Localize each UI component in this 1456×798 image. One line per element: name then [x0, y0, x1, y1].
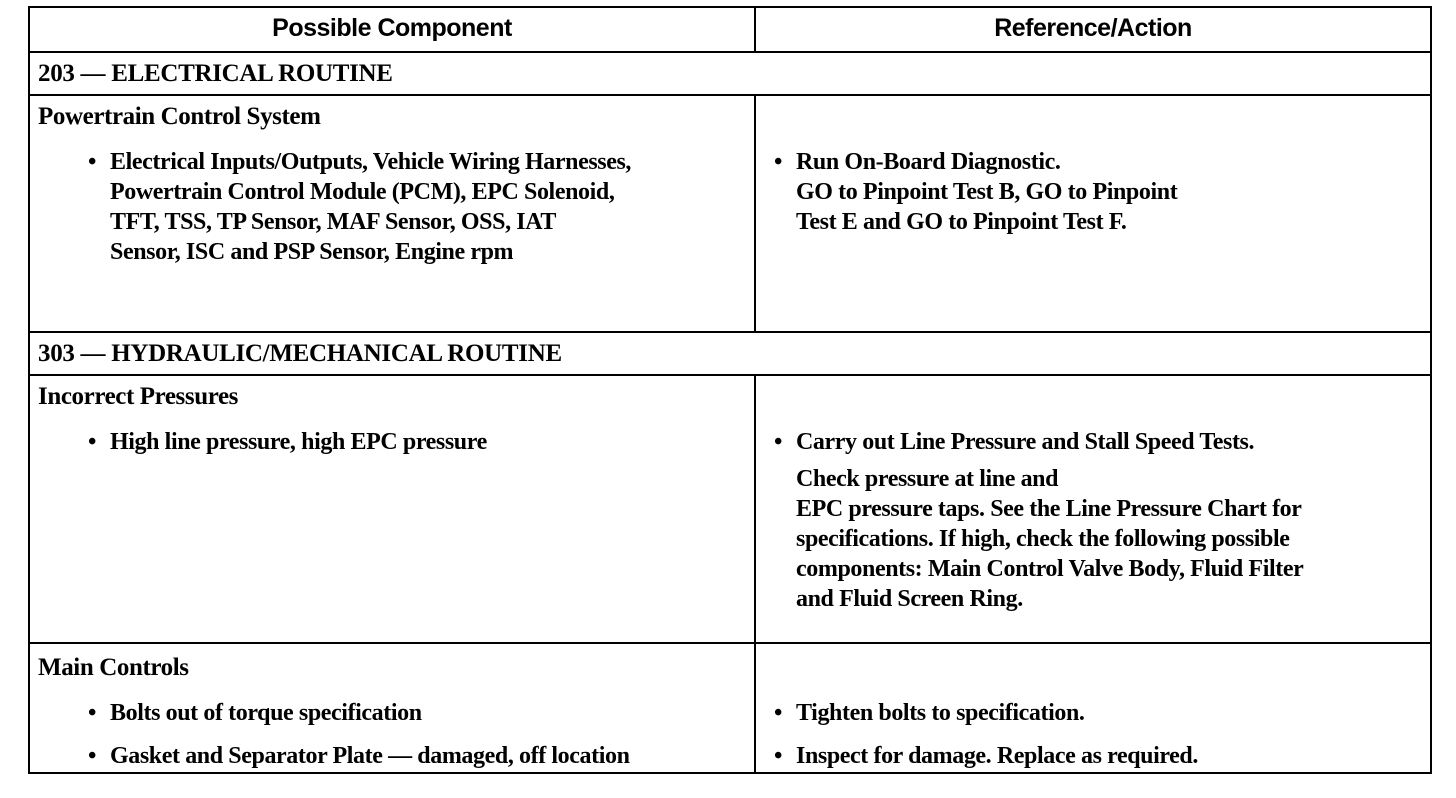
component-line: Bolts out of torque specification — [110, 700, 422, 726]
high-line-pressure-item — [88, 427, 487, 457]
bullet-icon: • — [88, 743, 97, 769]
table-header-row — [30, 8, 1430, 53]
component-line: Gasket and Separator Plate — damaged, off location — [110, 743, 630, 769]
action-line: components: Main Control Valve Body, Fluid Filter — [796, 556, 1304, 582]
diagnostic-table — [28, 6, 1432, 774]
powertrain-control-system-title: Powertrain Control System — [38, 103, 321, 130]
bullet-icon: • — [774, 700, 783, 726]
gasket-separator-item — [88, 741, 630, 771]
header-cell-reference — [756, 8, 1430, 51]
action-line: and Fluid Screen Ring. — [796, 586, 1023, 612]
section-203-title-row — [30, 53, 1430, 96]
section-303-title: 303 — HYDRAULIC/MECHANICAL ROUTINE — [38, 340, 562, 367]
action-line: GO to Pinpoint Test B, GO to Pinpoint — [796, 179, 1178, 205]
bullet-icon: • — [774, 149, 783, 175]
run-obd-item — [774, 147, 1178, 237]
bullet-icon: • — [88, 700, 97, 726]
bullet-icon: • — [88, 149, 97, 175]
bullet-icon: • — [88, 429, 97, 455]
tighten-bolts-item — [774, 698, 1085, 728]
component-line: High line pressure, high EPC pressure — [110, 429, 487, 455]
section-203-action-cell — [756, 96, 1430, 331]
main-controls-row — [30, 644, 1430, 774]
component-line: Powertrain Control Module (PCM), EPC Solenoid, — [110, 179, 615, 205]
main-controls-title: Main Controls — [38, 654, 189, 681]
bullet-icon: • — [774, 429, 783, 455]
section-203-content-row — [30, 96, 1430, 333]
action-line: Check pressure at line and — [796, 466, 1059, 492]
inspect-damage-item — [774, 741, 1198, 771]
incorrect-pressures-row — [30, 376, 1430, 644]
component-line: Electrical Inputs/Outputs, Vehicle Wiring Harnesses, — [110, 149, 632, 175]
check-pressure-text — [796, 464, 1303, 614]
section-203-title: 203 — ELECTRICAL ROUTINE — [38, 60, 393, 87]
action-line: EPC pressure taps. See the Line Pressure Chart for — [796, 496, 1302, 522]
action-line: Tighten bolts to specification. — [796, 700, 1085, 726]
line-pressure-test-item — [774, 427, 1255, 457]
electrical-io-item — [88, 147, 632, 267]
bolts-torque-item — [88, 698, 422, 728]
action-line: Test E and GO to Pinpoint Test F. — [796, 209, 1127, 235]
header-cell-component — [30, 8, 756, 51]
header-possible-component: Possible Component — [272, 14, 512, 42]
header-reference-action: Reference/Action — [994, 14, 1192, 42]
section-203-component-cell — [30, 96, 756, 331]
main-controls-component-cell — [30, 644, 756, 774]
action-line: Inspect for damage. Replace as required. — [796, 743, 1198, 769]
bullet-icon: • — [774, 743, 783, 769]
main-controls-action-cell — [756, 644, 1430, 774]
incorrect-pressures-title: Incorrect Pressures — [38, 383, 238, 410]
incorrect-pressures-action-cell — [756, 376, 1430, 642]
incorrect-pressures-component-cell — [30, 376, 756, 642]
section-303-title-row — [30, 333, 1430, 376]
component-line: Sensor, ISC and PSP Sensor, Engine rpm — [110, 239, 514, 265]
action-line: specifications. If high, check the following possible — [796, 526, 1290, 552]
action-line: Run On-Board Diagnostic. — [796, 149, 1061, 175]
component-line: TFT, TSS, TP Sensor, MAF Sensor, OSS, IAT — [110, 209, 556, 235]
action-line: Carry out Line Pressure and Stall Speed Tests. — [796, 429, 1255, 455]
